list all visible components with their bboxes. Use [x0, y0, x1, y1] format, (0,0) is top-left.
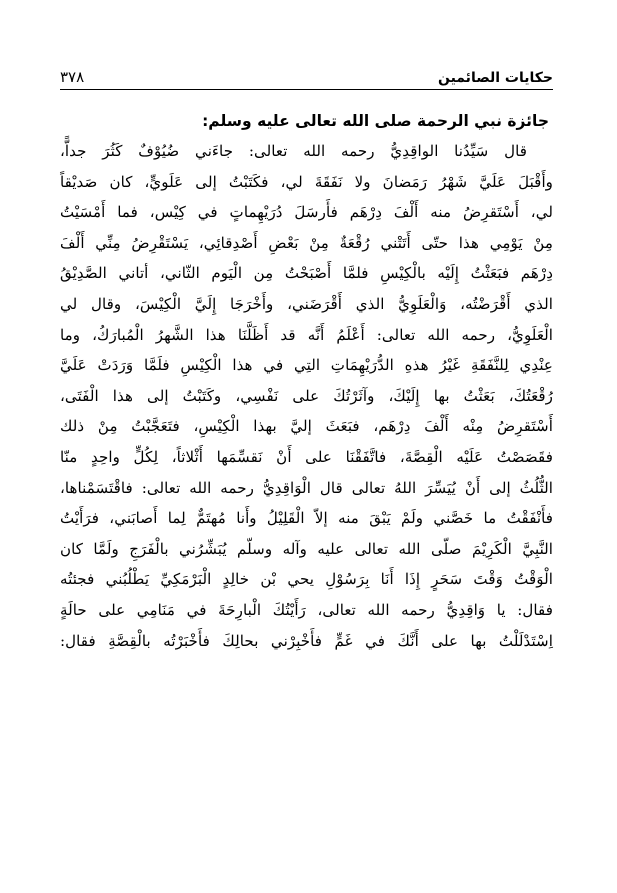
text-line: وأَقْبَلَ عَلَيَّ شَهْرُ رَمَضانَ ولا نَفَقَةَ لي، فكَتَبْتُ إلى عَلَويٍّ، كان صَديْقاً — [60, 172, 553, 191]
text-line: مِنْ يَوْمِي هذا حتّى أَتَتْني رُقْعَةٌ مِنْ بَعْضِ أَصْدِقائِي، يَسْتَقْرِضُ مِنِّي أَلْفَ — [60, 233, 553, 252]
text-line: الْوَقْتُ وَقْتَ سَحَرٍ إِذَا أَنَا بِرَسُوْلِ يحي بْن خالِدٍ الْبَرْمَكِيِّ يَطْلُبُني فجئتُه — [60, 570, 553, 589]
text-line: قال سَيِّدُنا الواقِدِيُّ رحمه الله تعالى: جاءَني ضُيُوْفٌ كَثُرَ جداًّ، — [60, 142, 527, 160]
text-line: دِرْهَم فبَعَثْتُ إِلَيْه بالْكِيْسِ فلمَّا أَصْبَحْتُ مِن الْيَوم الثّاني، أتاني الصَّدِيْقُ — [60, 264, 553, 283]
text-line: الذي أَقْرَضْتُه، وَالْعَلَوِيُّ الذي أَقْرَضَني، وأَخْرَجَا إِلَيَّ الْكِيْسَ، وقال لي — [60, 294, 553, 313]
main-text — [60, 106, 553, 656]
text-line: الثُّلُثُ إلى أَنْ يُيَسِّرَ اللهُ تعالى قال الْوَاقِدِيُّ رحمه الله تعالى: فاقْتَسَمْناها، — [60, 478, 553, 497]
header-divider — [60, 89, 553, 90]
text-line: فأَنْفَقْتُ ما خَصَّني ولَمْ يَبْقَ منه إلاّ الْقَلِيْلُ وأَنا مُهتَمٌّ لِما أَصابَني، فرَأَيْتُ — [60, 509, 553, 528]
text-line: النَّبِيَّ الْكَرِيْمَ صلّى الله تعالى عليه وآله وسلّم يُبَشِّرُني بالْفَرَجِ ولَمَّا كان — [60, 539, 553, 558]
text-line: فقَصَصْتُ عَلَيْه الْقِصَّةَ، فاتَّفَقْنَا على أَنْ نَقسِّمَها أَثْلاثاً، لِكُلٍّ واحِدٍ منّا — [60, 447, 553, 466]
text-line: أَسْتَقرِضُ مِنْه أَلْفَ دِرْهَم، فبَعَثَ إليَّ بهذا الْكِيْسِ، فتَعَجَّبْتُ مِنْ ذلك — [60, 417, 553, 436]
text-line: الْعَلَوِيُّ، رحمه الله تعالى: أَعْلَمُ أَنَّه قد أَظَلَّنَا هذا الشَّهرُ الْمُبارَكُ، وما — [60, 325, 553, 344]
text-line: لي، أَسْتَقرِضُ منه أَلْفَ دِرْهَم فأَرسَلَ دُرَيْهِماتٍ في كِيْس، فما أَمْسَيْتُ — [60, 203, 553, 222]
text-line: اِسْتَدْلَلْتُ بها على أَنَّكَ في غَمٍّ فأَخْبِرْني بحالِكَ فأَخْبَرْتُه بالْقِصَّةِ فقال: — [60, 631, 553, 650]
book-title: حكايات الصائمين — [437, 70, 553, 86]
section-heading: جائزة نبي الرحمة صلى الله تعالى عليه وسلم: — [202, 112, 549, 130]
text-line: فقال: يا وَاقِدِيُّ رحمه الله تعالى، رَأَيْتُكَ الْبارِحَةَ في مَنَامِي على حالَةٍ — [60, 600, 553, 619]
page-number: ٣٧٨ — [60, 68, 85, 86]
text-line: عِنْدِي لِلنَّفَقَةِ غَيْرُ هذهِ الدُّرَيْهِمَاتِ التِي في هذا الْكِيْسِ فلَمَّا وَرَدَتْ عَلَيَّ — [60, 356, 553, 375]
running-header — [60, 62, 553, 86]
text-line: رُقْعَتُكَ، بَعَثْتُ بها إِلَيْكَ، وآثَرْتُكَ على نَفْسِي، وكَتَبْتُ إلى هذا الْفَتَى، — [60, 386, 553, 405]
